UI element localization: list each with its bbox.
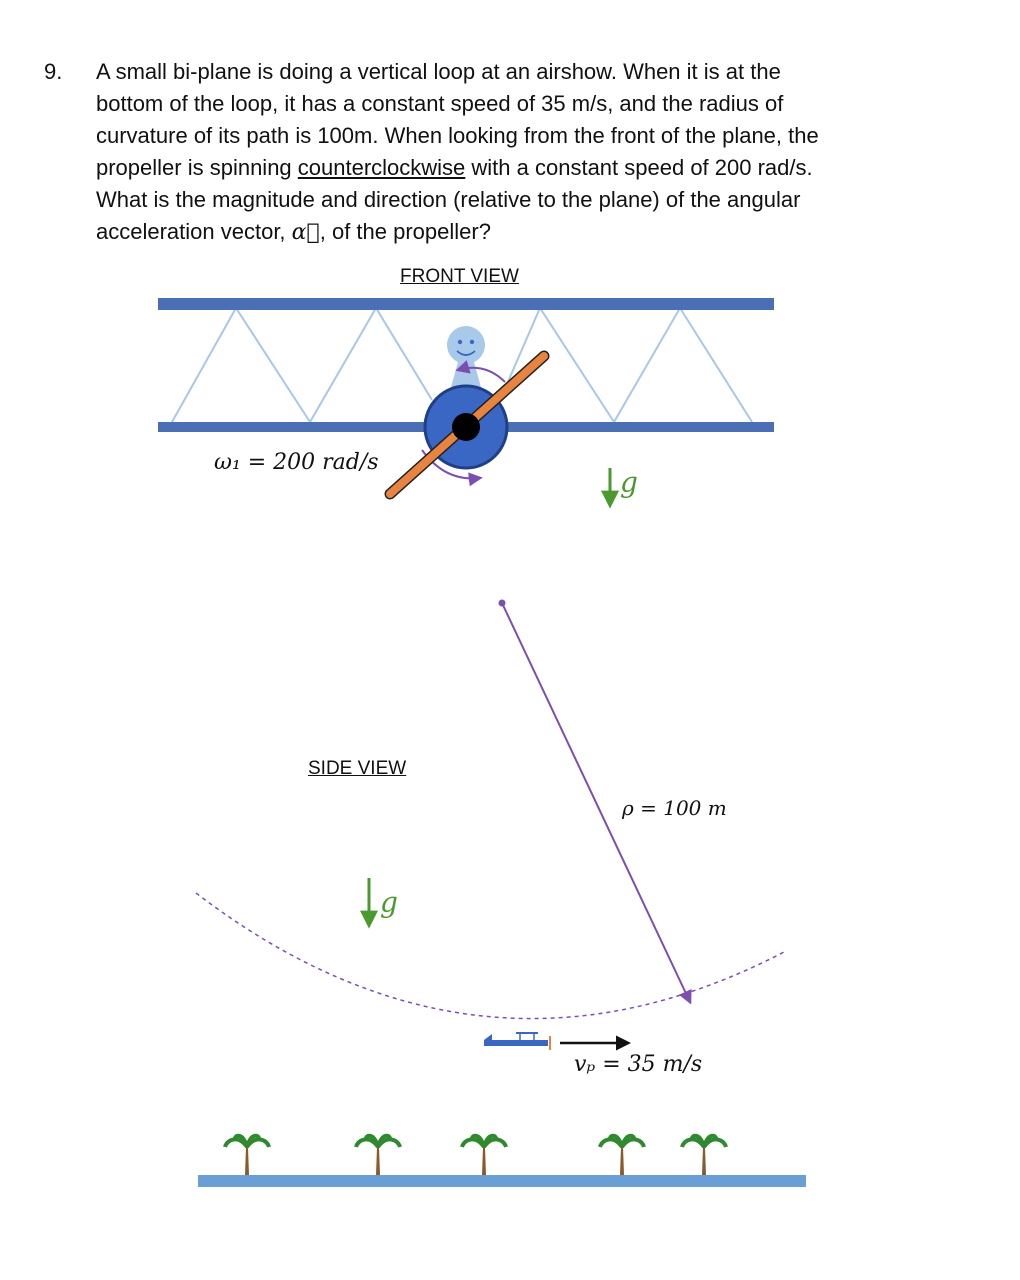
alpha-vector-symbol: α⃗	[291, 220, 320, 245]
upper-wing	[158, 298, 774, 310]
palm-tree-icon	[600, 1136, 644, 1175]
question-number: 9.	[44, 59, 63, 84]
palm-tree-icon	[682, 1136, 726, 1175]
side-view-heading: SIDE VIEW	[308, 758, 407, 779]
plane-side-icon	[484, 1033, 550, 1050]
omega-label: ω₁ = 200 rad/s	[214, 450, 379, 475]
palm-tree-icon	[225, 1136, 269, 1175]
palm-tree-icon	[356, 1136, 400, 1175]
problem-line-4-post: with a constant speed of 200 rad/s.	[465, 155, 813, 180]
problem-line-1: A small bi-plane is doing a vertical loop at an airshow. When it is at the	[96, 59, 781, 84]
radius-label: ρ = 100 m	[622, 796, 727, 820]
counterclockwise-term: counterclockwise	[297, 155, 466, 180]
gravity-label-side: g	[380, 886, 398, 919]
gravity-label-front: g	[620, 466, 638, 499]
radius-center-point	[499, 600, 506, 607]
palm-tree-icon	[462, 1136, 506, 1175]
problem-line-2: bottom of the loop, it has a constant speed of 35 m/s, and the radius of	[96, 91, 784, 116]
front-view-heading: FRONT VIEW	[400, 266, 519, 287]
propeller-center	[452, 413, 480, 441]
ground	[198, 1175, 806, 1187]
problem-line-6-post: , of the propeller?	[319, 219, 491, 244]
problem-line-4-pre: propeller is spinning	[96, 155, 298, 180]
problem-line-5: What is the magnitude and direction (relative to the plane) of the angular	[96, 187, 801, 212]
velocity-label: vₚ = 35 m/s	[574, 1052, 703, 1077]
problem-line-6-pre: acceleration vector,	[96, 219, 292, 244]
loop-path	[196, 893, 784, 1019]
problem-line-3: curvature of its path is 100m. When looking from the front of the plane, the	[96, 123, 819, 148]
